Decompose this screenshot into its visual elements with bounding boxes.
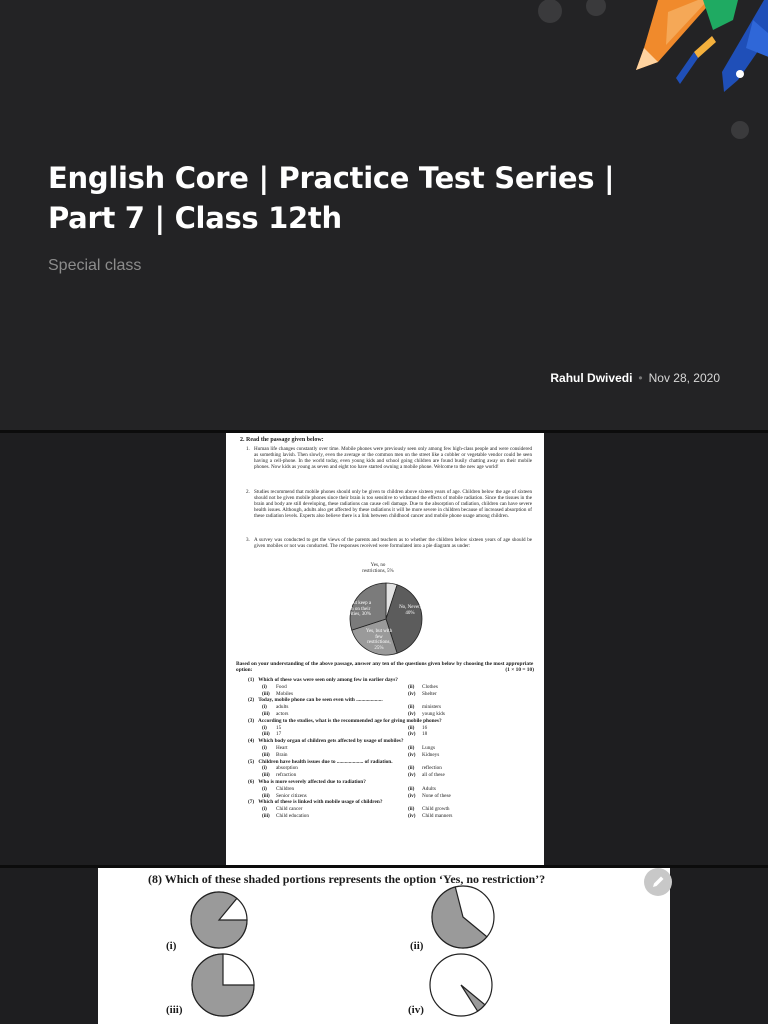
question-text: Who is more severely affected due to radiation? [258, 778, 366, 785]
answer-option [394, 745, 540, 752]
passage-paragraph-2 [246, 489, 532, 519]
option-grid [248, 745, 540, 759]
option-text: Child cancer [276, 806, 303, 813]
question-number: (6) [248, 778, 255, 785]
answer-option [248, 786, 394, 793]
option-marker: (i) [262, 806, 267, 813]
option-text: adults [276, 704, 289, 711]
option-marker: (i) [262, 744, 267, 751]
option-marker: (ii) [408, 683, 415, 690]
option-grid [248, 725, 540, 739]
answer-option [394, 793, 540, 800]
question-number: (5) [248, 758, 255, 765]
question-text: Which of these was were seen only among few in earlier days? [258, 677, 398, 683]
passage-paragraph-1 [246, 446, 532, 470]
answer-option [394, 813, 540, 820]
option-marker: (ii) [408, 724, 415, 731]
question-heading: 2. Read the passage given below: [240, 437, 324, 443]
paragraph-number: 2. [246, 489, 250, 495]
option-marker: (iv) [408, 792, 416, 799]
answer-option [248, 752, 394, 759]
option-text: Senior citizens [276, 792, 307, 799]
option-marker: (iii) [262, 751, 270, 758]
answer-option [248, 813, 394, 820]
answer-option [248, 684, 394, 691]
option-text: Mobiles [276, 690, 294, 697]
question-item [248, 677, 540, 684]
figure-label-iv: (iv) [408, 1004, 424, 1016]
option-text: Child growth [422, 806, 450, 813]
figure-ii-pie [428, 884, 498, 950]
figure-label-ii: (ii) [410, 940, 424, 952]
answer-option [394, 752, 540, 759]
option-marker: (iv) [408, 710, 416, 717]
paragraph-text: Human life changes constantly over time. Mobile phones were previously seen only among few high-class people and were considered as something lavish. Then slowly, even the average or the common men on the street like a cobbler or vegetable vendor could be seen having a cell-phone. In the world today, even young kids and school going children are found busily chatting away on their mobile phones. Now kids as young as seven and eight too have started owning a mobile phone. Welcome to the new age world! [254, 446, 532, 470]
question-item [248, 738, 540, 745]
instruction-text: Based on your understanding of the above passage, answer any ten of the questions given below by choosing the most appropriate option: [236, 661, 534, 673]
figure-iv-pie [428, 952, 494, 1018]
pie-label-left: Yes, but keep a watch on their activities, 30% [340, 601, 372, 617]
option-marker: (iii) [262, 710, 270, 717]
post-date: Nov 28, 2020 [648, 371, 720, 385]
option-marker: (iii) [262, 690, 270, 697]
option-marker: (ii) [408, 806, 415, 813]
option-text: 17 [276, 731, 282, 738]
answer-option [394, 772, 540, 779]
option-text: 18 [422, 731, 428, 738]
question-number: (3) [248, 717, 255, 724]
option-text: all of these [422, 772, 445, 779]
option-text: Brain [276, 751, 288, 758]
option-marker: (iv) [408, 731, 416, 738]
author-name[interactable]: Rahul Dwivedi [550, 371, 633, 385]
answer-option [248, 772, 394, 779]
option-text: Kidneys [422, 751, 440, 758]
option-marker: (iii) [262, 731, 270, 738]
option-marker: (i) [262, 683, 267, 690]
option-marker: (iv) [408, 751, 416, 758]
worksheet-page-2 [98, 868, 670, 1024]
question-text: Which body organ of children gets affected by usage of mobiles? [258, 738, 404, 745]
option-marker: (ii) [408, 704, 415, 711]
option-text: Adults [422, 785, 436, 792]
figure-label-iii: (iii) [166, 1004, 183, 1016]
option-marker: (ii) [408, 744, 415, 751]
page-title-line1: English Core | Practice Test Series | [48, 161, 615, 195]
marks-label: (1 × 10 = 10) [505, 667, 534, 673]
question-list [248, 677, 540, 820]
option-marker: (i) [262, 704, 267, 711]
option-text: Food [276, 683, 287, 690]
question-number: (1) [248, 677, 255, 683]
option-marker: (iv) [408, 812, 416, 819]
answer-option [394, 704, 540, 711]
answer-option [394, 711, 540, 718]
question-number: (2) [248, 697, 255, 704]
paragraph-text: A survey was conducted to get the views of the parents and teachers as to whether the children below sixteen years of age should be given mobiles or not was conducted. The responses received were formulated into a pie diagram as under: [254, 537, 532, 549]
pie-label-right: No, Never, 40% [399, 605, 421, 616]
answer-option [394, 731, 540, 738]
question-item [248, 718, 540, 725]
option-text: Shelter [422, 690, 437, 697]
option-grid [248, 786, 540, 800]
option-text: Clothes [422, 683, 438, 690]
option-text: reflection [422, 765, 442, 772]
category-label: Special class [48, 257, 142, 274]
author-meta [550, 371, 720, 385]
answer-option [248, 704, 394, 711]
option-text: absorption [276, 765, 298, 772]
figure-i-pie [186, 890, 252, 950]
question-text: Children have health issues due to .................... of radiation. [258, 758, 393, 765]
paragraph-number: 3. [246, 537, 250, 543]
option-text: refraction [276, 772, 297, 779]
option-marker: (iv) [408, 772, 416, 779]
question-item [248, 697, 540, 704]
question-number: (4) [248, 738, 255, 745]
option-marker: (iii) [262, 812, 270, 819]
option-marker: (i) [262, 765, 267, 772]
option-text: ministers [422, 704, 442, 711]
option-marker: (ii) [408, 765, 415, 772]
option-grid [248, 806, 540, 820]
figure-iii-pie [190, 952, 256, 1018]
option-marker: (iv) [408, 690, 416, 697]
question-item [248, 779, 540, 786]
pie-label-top: Yes, no restrictions, 5% [362, 563, 394, 574]
option-marker: (iii) [262, 792, 270, 799]
option-marker: (ii) [408, 785, 415, 792]
survey-pie-chart [326, 557, 446, 657]
option-text: Child manners [422, 812, 453, 819]
option-text: Child education [276, 812, 309, 819]
option-text: actors [276, 710, 289, 717]
answer-option [394, 806, 540, 813]
question-text: Today, mobile phone can be seen even with .................... [258, 697, 383, 704]
answer-option [248, 711, 394, 718]
option-grid [248, 704, 540, 718]
paragraph-text: Studies recommend that mobile phones should only be given to children above sixteen years of age. Children below the age of sixteen should not be given mobile phones since their brain is too sensitive to withstand the effects of mobile radiation. Since the tissues in the brain and body are still developing, these radiations can cause cell damage. Due to the absorption of radiation, children can have severe health issues. Although, adults also get affected by these radiations it will be more severe in children because of increased absorption of these radiation levels. Experts also believe there is a link between childhood cancer and mobile phone usage among children. [254, 489, 532, 519]
option-text: young kids [422, 710, 445, 717]
option-grid [248, 765, 540, 779]
page-title [48, 158, 648, 238]
option-text: 16 [422, 724, 428, 731]
question-8-text: (8) Which of these shaded portions represents the option ‘Yes, no restriction’? [148, 872, 546, 886]
option-text: 15 [276, 724, 282, 731]
option-text: Children [276, 785, 295, 792]
answer-option [394, 786, 540, 793]
page-title-line2: Part 7 | Class 12th [48, 201, 342, 235]
question-number: (7) [248, 799, 255, 806]
passage-paragraph-3 [246, 537, 532, 549]
worksheet-page-1 [226, 433, 544, 865]
pencil-icon [650, 874, 666, 890]
paragraph-number: 1. [246, 446, 250, 452]
post-title-card [0, 0, 768, 430]
pencil-decoration-icon [508, 0, 768, 150]
edit-pencil-button[interactable] [644, 868, 672, 896]
option-marker: (iii) [262, 772, 270, 779]
separator-dot-icon: • [638, 371, 643, 385]
option-text: Heart [276, 744, 288, 751]
pie-label-bottom: Yes, but with few restrictions, 25% [365, 629, 393, 651]
answer-option [248, 745, 394, 752]
option-text: Lungs [422, 744, 435, 751]
option-marker: (i) [262, 785, 267, 792]
answer-option [248, 806, 394, 813]
question-text: Which of these is linked with mobile usage of children? [258, 799, 383, 806]
figure-label-i: (i) [166, 940, 177, 952]
question-text: According to the studies, what is the recommended age for giving mobile phones? [258, 717, 442, 724]
option-marker: (i) [262, 724, 267, 731]
answer-option [394, 691, 540, 698]
option-text: None of these [422, 792, 451, 799]
answer-option [394, 684, 540, 691]
option-grid [248, 684, 540, 698]
